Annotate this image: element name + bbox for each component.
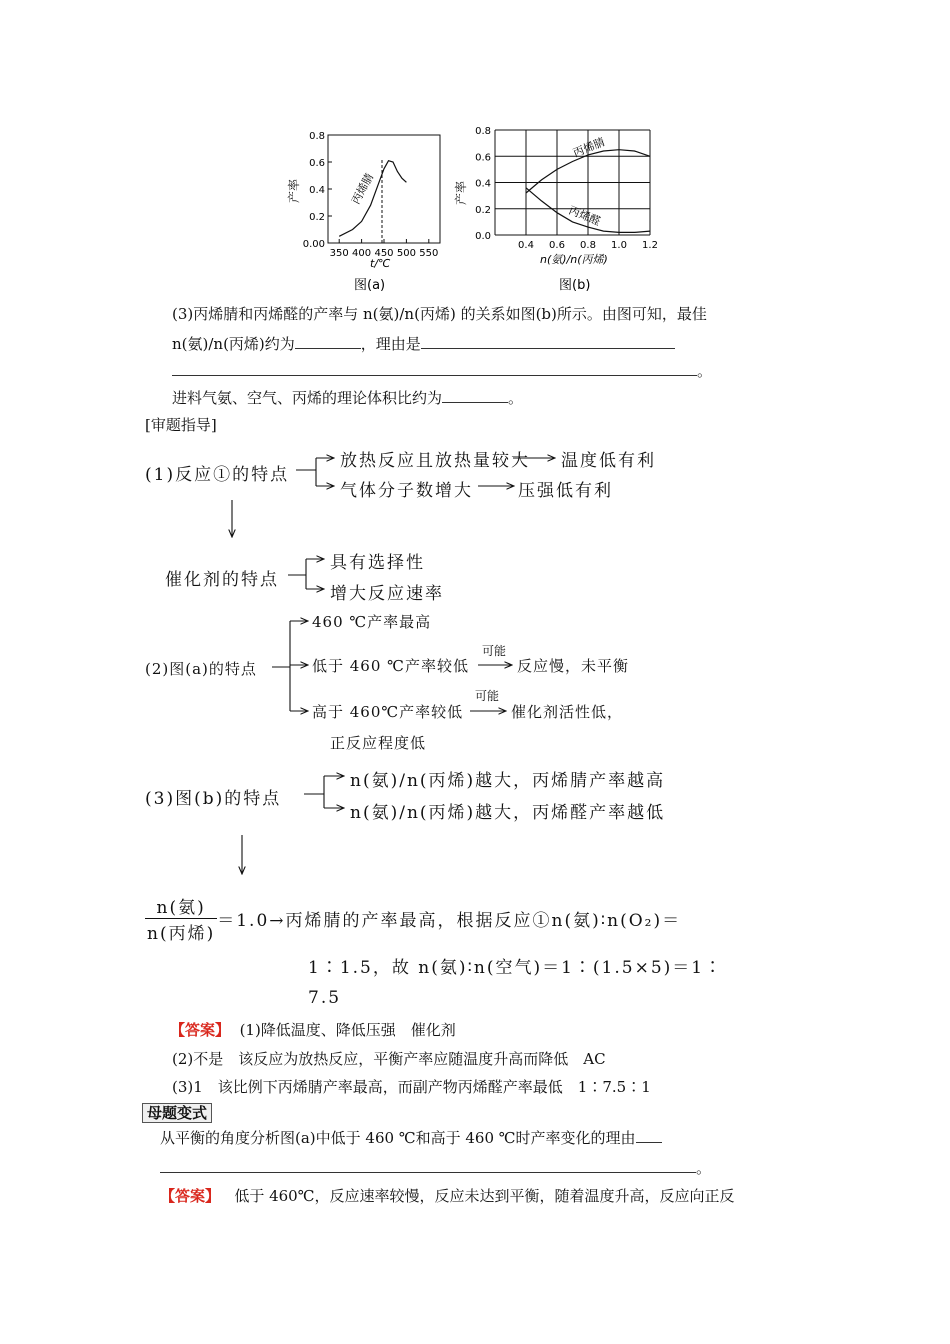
- answer-1: (1)降低温度、降低压强 催化剂: [239, 1021, 456, 1039]
- variant-title: [142, 1102, 212, 1123]
- guide-fraction: [145, 893, 217, 944]
- variant-blank-2: [160, 1158, 696, 1173]
- q3-line4-text: 进料气氨、空气、丙烯的理论体积比约为: [172, 389, 443, 407]
- guide-title: [审题指导]: [145, 416, 217, 434]
- answer-2: (2)不是 该反应为放热反应，平衡产率应随温度升高而降低 AC: [172, 1050, 606, 1068]
- figure-b-ytick-label: 0.6: [475, 152, 491, 164]
- figure-a-xtick-label: 450: [374, 248, 394, 259]
- guide-conclusion-line3: 7.5: [308, 988, 342, 1008]
- variant-answer: [160, 1185, 735, 1206]
- figure-b-caption: 图(b): [559, 278, 591, 293]
- variant-answer-text: 低于 460℃，反应速率较慢，反应未达到平衡，随着温度升高，反应向正反: [234, 1187, 735, 1205]
- guide-conclusion-text1: ＝1.0→丙烯腈的产率最高，根据反应①n(氨)∶n(O₂)＝: [217, 911, 682, 931]
- answer-3: (3)1 该比例下丙烯腈产率最高，而副产物丙烯醛产率最低 1∶7.5∶1: [172, 1078, 651, 1096]
- figure-b-curve2-label: 丙烯醛: [566, 203, 603, 229]
- variant-answer-tag: 【答案】: [160, 1187, 221, 1205]
- variant-question: [160, 1127, 662, 1148]
- figure-a-ytick-label: 0.4: [309, 185, 325, 196]
- figure-b-xlabel: n(氨)/n(丙烯): [540, 253, 608, 266]
- guide-p2-b3-result2: 正反应程度低: [330, 734, 427, 752]
- figure-b-xtick-label: 0.6: [549, 240, 565, 251]
- figure-a-ytick-label: 0.00: [302, 239, 325, 250]
- guide-cat-b2: 增大反应速率: [330, 584, 444, 604]
- guide-cat-label: 催化剂的特点: [165, 570, 279, 590]
- figure-b-ytick-label: 0.0: [475, 231, 491, 242]
- figure-a-ytick-label: 0.2: [309, 212, 325, 223]
- variant-question-text: 从平衡的角度分析图(a)中低于 460 ℃和高于 460 ℃时产率变化的理由: [160, 1129, 636, 1147]
- figure-a-caption: 图(a): [354, 278, 386, 293]
- guide-p3-b2: n(氨)/n(丙烯)越大，丙烯醛产率越低: [350, 803, 666, 823]
- guide-p1-label: (1)反应①的特点: [145, 465, 290, 485]
- figure-a-xlabel: t/℃: [370, 257, 391, 270]
- guide-cat-b1: 具有选择性: [330, 553, 425, 573]
- guide-p2-b2-arrow-label: 可能: [482, 644, 507, 658]
- guide-p3-label: (3)图(b)的特点: [145, 789, 282, 809]
- figure-a-ylabel: 产率: [287, 178, 301, 203]
- figure-a-xtick-label: 350: [329, 248, 349, 259]
- figure-b-curve1-label: 丙烯腈: [571, 135, 607, 160]
- guide-p2-b3-arrow-label: 可能: [475, 689, 500, 703]
- guide-p1-b2-result: 压强低有利: [518, 481, 613, 501]
- variant-title-box: 母题变式: [142, 1103, 212, 1123]
- variant-question-end: 。: [696, 1159, 712, 1177]
- q3-line4-end: 。: [508, 389, 524, 407]
- figure-b-ylabel: 产率: [454, 180, 468, 205]
- guide-p2-b3-result: 催化剂活性低，: [511, 703, 624, 721]
- q3-line3-end: 。: [697, 362, 713, 380]
- figure-b-xtick-label: 0.8: [580, 240, 596, 251]
- variant-blank-1: [636, 1128, 662, 1143]
- answer-tag: 【答案】: [170, 1021, 231, 1039]
- figure-a-curve-label: 丙烯腈: [349, 171, 377, 207]
- guide-p2-b3: 高于 460℃产率较低: [312, 703, 464, 721]
- guide-p3-b1: n(氨)/n(丙烯)越大，丙烯腈产率越高: [350, 771, 666, 791]
- guide-p2-label: (2)图(a)的特点: [145, 660, 257, 678]
- guide-fraction-den: n(丙烯): [147, 924, 216, 944]
- guide-fraction-num: n(氨): [145, 893, 217, 919]
- guide-p1-b2: 气体分子数增大: [340, 481, 473, 501]
- figure-b-xtick-label: 1.2: [642, 240, 658, 251]
- figure-a-xtick-label: 400: [352, 248, 372, 259]
- figure-b-xtick-label: 0.4: [518, 240, 534, 251]
- guide-p1-b1-result: 温度低有利: [561, 451, 656, 471]
- guide-p2-b1: 460 ℃产率最高: [312, 613, 432, 631]
- guide-conclusion-line2: 1∶1.5，故 n(氨)∶n(空气)＝1∶(1.5×5)＝1∶: [308, 958, 724, 978]
- figure-a-xtick-label: 500: [396, 248, 416, 259]
- guide-p1-b1: 放热反应且放热量较大: [340, 451, 530, 471]
- answer-line1: [170, 1019, 456, 1040]
- q3-line2-prefix: n(氨)/n(丙烯)约为: [172, 335, 295, 353]
- guide-p2-b2: 低于 460 ℃产率较低: [312, 657, 469, 675]
- figure-a-xtick-label: 550: [419, 248, 439, 259]
- figure-b-xtick-label: 1.0: [611, 240, 627, 251]
- figure-b-ytick-label: 0.8: [475, 126, 491, 137]
- guide-p2-b2-result: 反应慢，未平衡: [517, 657, 630, 675]
- figure-b-ytick-label: 0.4: [475, 178, 491, 190]
- figure-b-ytick-label: 0.2: [475, 204, 491, 216]
- q3-line1: (3)丙烯腈和丙烯醛的产率与 n(氨)/n(丙烯) 的关系如图(b)所示。由图可知，最佳: [172, 305, 707, 323]
- figure-a-ytick-label: 0.8: [309, 131, 325, 142]
- figure-a-ytick-label: 0.6: [309, 158, 325, 169]
- variant-question-line2: [160, 1157, 711, 1178]
- guide-conclusion-line1: [145, 893, 681, 944]
- q3-line2-reason: ，理由是: [360, 335, 421, 353]
